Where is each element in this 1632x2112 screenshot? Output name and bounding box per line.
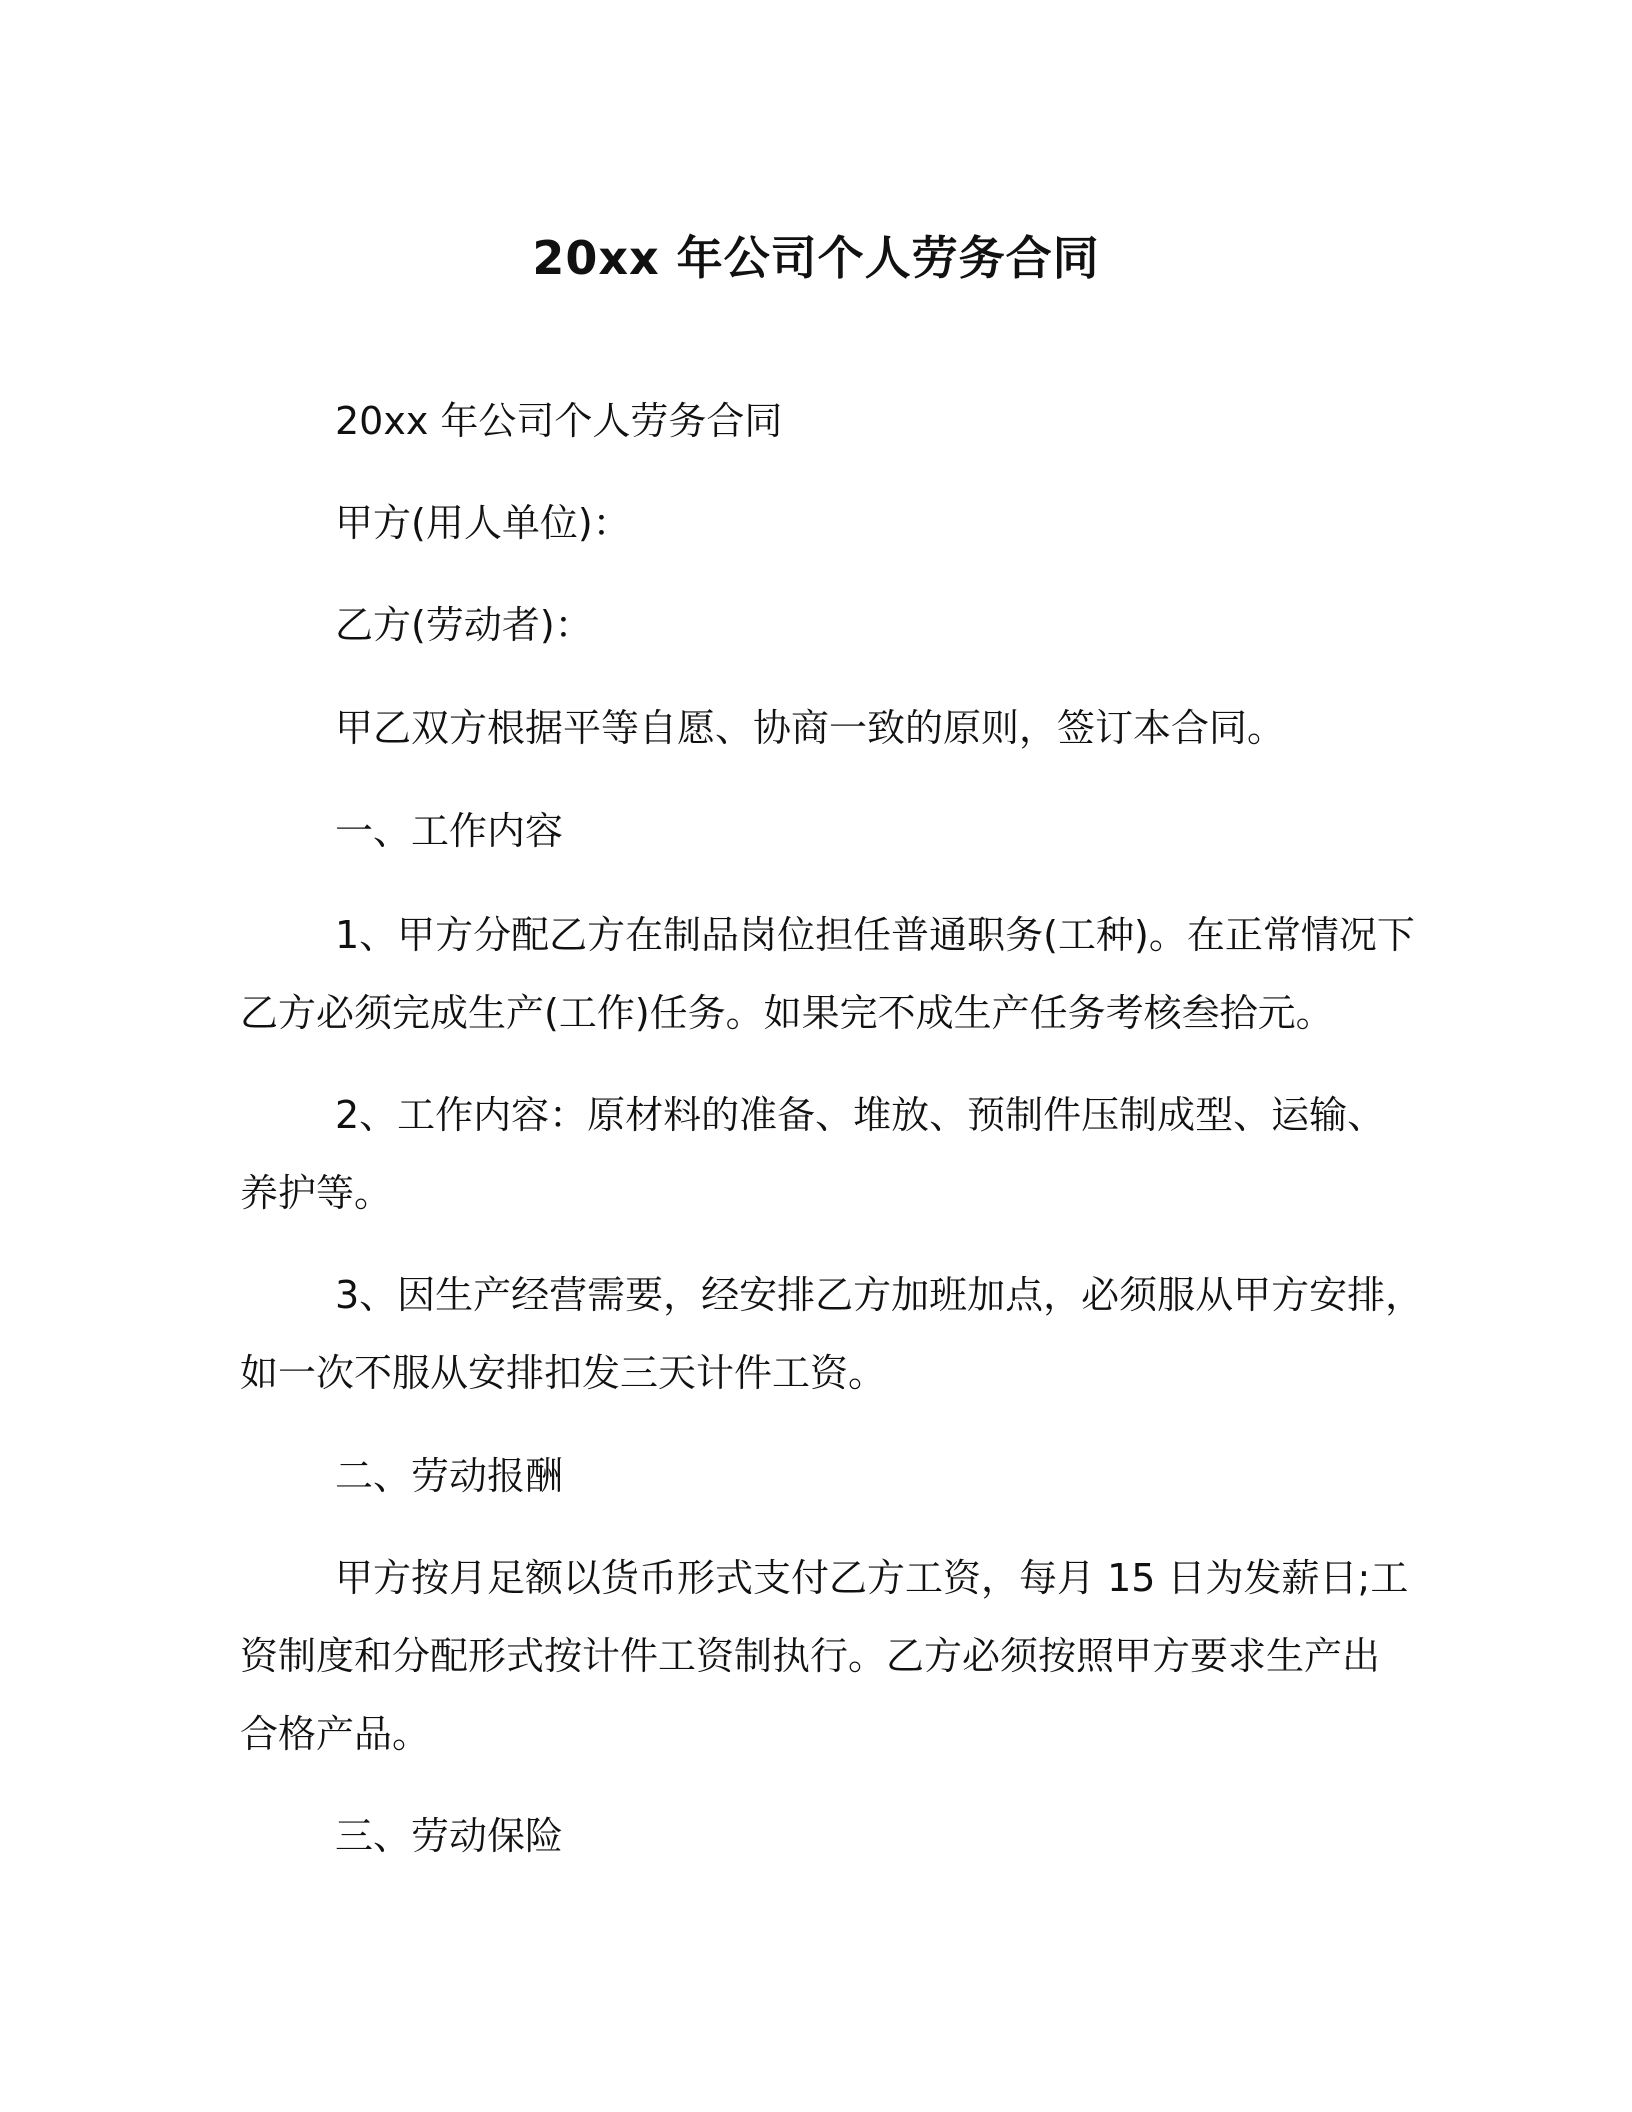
section-heading-compensation: 二、劳动报酬 [335,1454,564,1498]
item3-line1: 3、因生产经营需要，经安排乙方加班加点，必须服从甲方安排， [335,1273,1424,1317]
party-b-line: 乙方(劳动者)： [335,603,593,647]
section-heading-work-content: 一、工作内容 [335,809,564,853]
pay-line2: 资制度和分配形式按计件工资制执行。乙方必须按照甲方要求生产出 [240,1634,1381,1678]
pay-line1: 甲方按月足额以货币形式支付乙方工资，每月 15 日为发薪日;工 [335,1556,1409,1600]
item1-line2: 乙方必须完成生产(工作)任务。如果完不成生产任务考核叁拾元。 [240,991,1334,1035]
item1-line1: 1、甲方分配乙方在制品岗位担任普通职务(工种)。在正常情况下 [335,913,1415,957]
item3-line2: 如一次不服从安排扣发三天计件工资。 [240,1351,887,1395]
pay-line3: 合格产品。 [240,1712,431,1756]
party-a-line: 甲方(用人单位)： [335,501,631,545]
item2-line1: 2、工作内容：原材料的准备、堆放、预制件压制成型、运输、 [335,1093,1386,1137]
intro-paragraph: 甲乙双方根据平等自愿、协商一致的原则，签订本合同。 [335,706,1286,750]
document-subtitle: 20xx 年公司个人劳务合同 [335,399,783,443]
document-title: 20xx 年公司个人劳务合同 [532,231,1100,285]
item2-line2: 养护等。 [240,1171,393,1215]
section-heading-insurance: 三、劳动保险 [335,1814,564,1858]
